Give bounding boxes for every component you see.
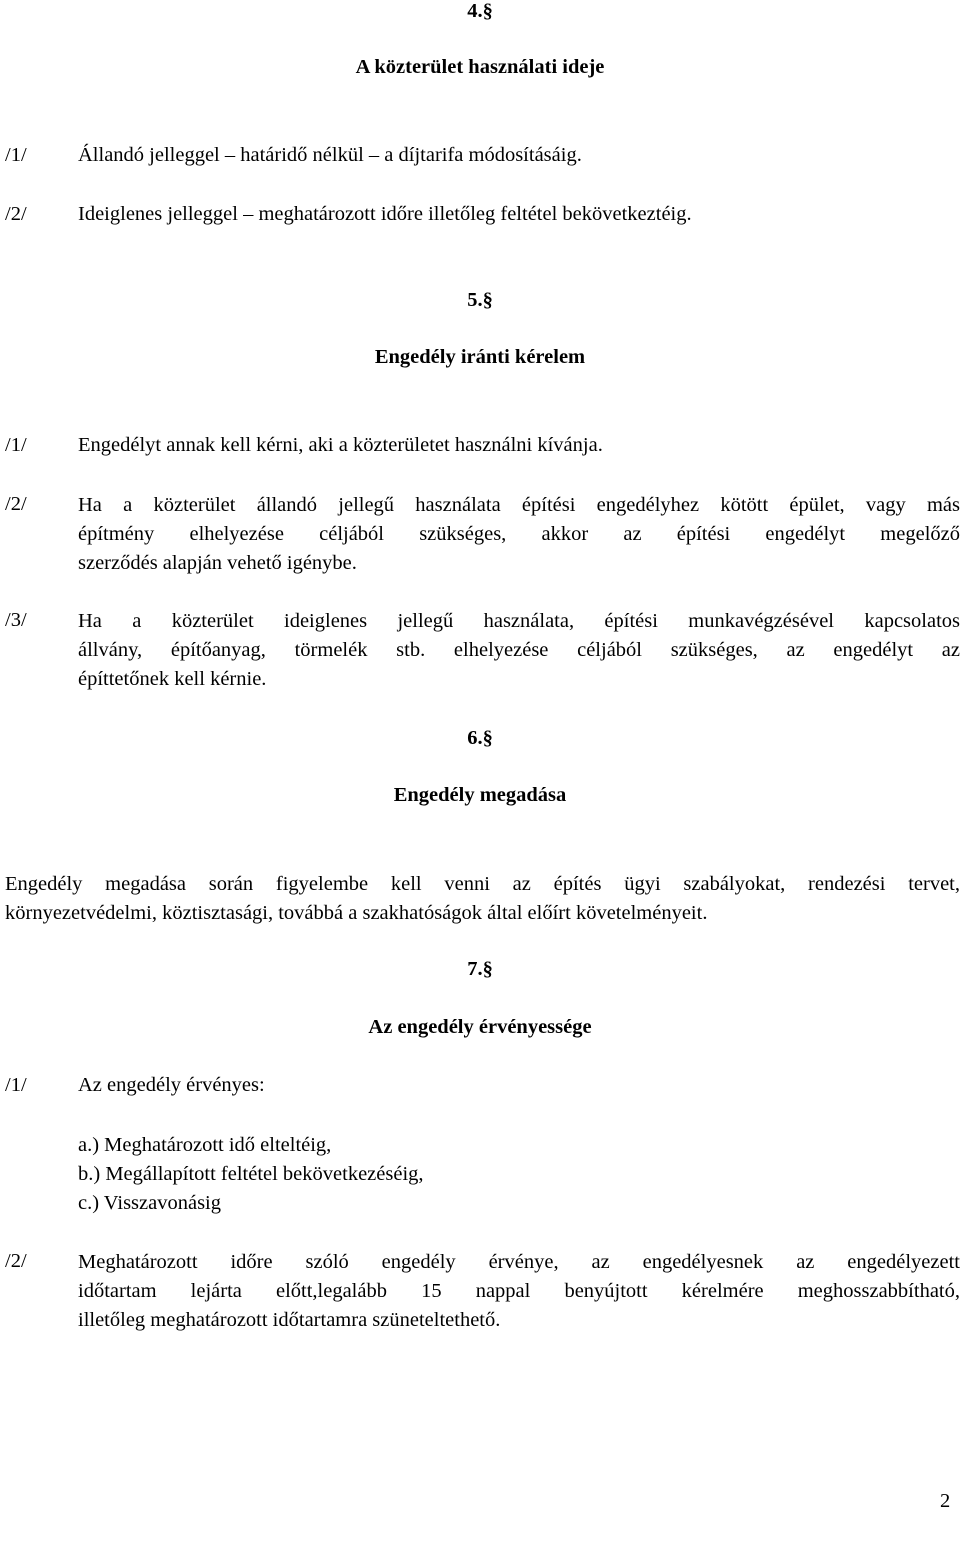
paragraph-line: illetőleg meghatározott időtartamra szüneteltethető.: [78, 1309, 501, 1331]
page-number: 2: [940, 1490, 951, 1512]
paragraph-line: Engedély megadása során figyelembe kell venni az építés ügyi szabályokat, rendezési tervet,: [5, 873, 960, 895]
s7-conditions-list: [78, 1131, 424, 1218]
paragraph-line: időtartam lejárta előtt,legalább 15 nappal benyújtott kérelmére meghosszabbítható,: [78, 1280, 960, 1302]
paragraph-line: Meghatározott időre szóló engedély érvénye, az engedélyesnek az engedélyezett: [78, 1251, 960, 1273]
paragraph-line: Ha a közterület állandó jellegű használata építési engedélyhez kötött épület, vagy más: [78, 494, 960, 516]
section-7-title: Az engedély érvényessége: [368, 1016, 592, 1038]
s5-item1-text: Engedélyt annak kell kérni, aki a közterületet használni kívánja.: [78, 434, 603, 456]
s7-item1-text: Az engedély érvényes:: [78, 1074, 265, 1096]
s4-item1-text: Állandó jelleggel – határidő nélkül – a díjtarifa módosításáig.: [78, 144, 582, 166]
section-4-title: A közterület használati ideje: [355, 56, 605, 78]
section-6-number: 6.§: [467, 727, 493, 749]
s5-item2-number: /2/: [5, 493, 27, 515]
s4-item1-number: /1/: [5, 144, 27, 166]
list-item: c.) Visszavonásig: [78, 1192, 221, 1214]
list-item: b.) Megállapított feltétel bekövetkezéséig,: [78, 1163, 424, 1185]
s5-item1-number: /1/: [5, 434, 27, 456]
paragraph-line: építtetőnek kell kérnie.: [78, 668, 267, 690]
s5-item3-number: /3/: [5, 609, 27, 631]
s5-item3-paragraph: [78, 607, 960, 694]
s7-item1-number: /1/: [5, 1074, 27, 1096]
s4-item2-number: /2/: [5, 203, 27, 225]
s4-item2-text: Ideiglenes jelleggel – meghatározott időre illetőleg feltétel bekövetkeztéig.: [78, 203, 692, 225]
section-5-number: 5.§: [467, 289, 493, 311]
list-item: a.) Meghatározott idő elteltéig,: [78, 1134, 332, 1156]
paragraph-line: szerződés alapján vehető igénybe.: [78, 552, 357, 574]
paragraph-line: környezetvédelmi, köztisztasági, továbbá a szakhatóságok által előírt követelményeit.: [5, 902, 708, 924]
s7-item2-number: /2/: [5, 1250, 27, 1272]
s6-paragraph: [5, 870, 960, 928]
s5-item2-paragraph: [78, 491, 960, 578]
paragraph-line: Ha a közterület ideiglenes jellegű használata, építési munkavégzésével kapcsolatos: [78, 610, 960, 632]
section-6-title: Engedély megadása: [393, 784, 567, 806]
section-5-title: Engedély iránti kérelem: [374, 346, 586, 368]
section-7-number: 7.§: [467, 958, 493, 980]
s7-item2-paragraph: [78, 1248, 960, 1335]
section-4-number: 4.§: [467, 0, 493, 22]
paragraph-line: építmény elhelyezése céljából szükséges, akkor az építési engedélyt megelőző: [78, 523, 960, 545]
paragraph-line: állvány, építőanyag, törmelék stb. elhelyezése céljából szükséges, az engedélyt az: [78, 639, 960, 661]
